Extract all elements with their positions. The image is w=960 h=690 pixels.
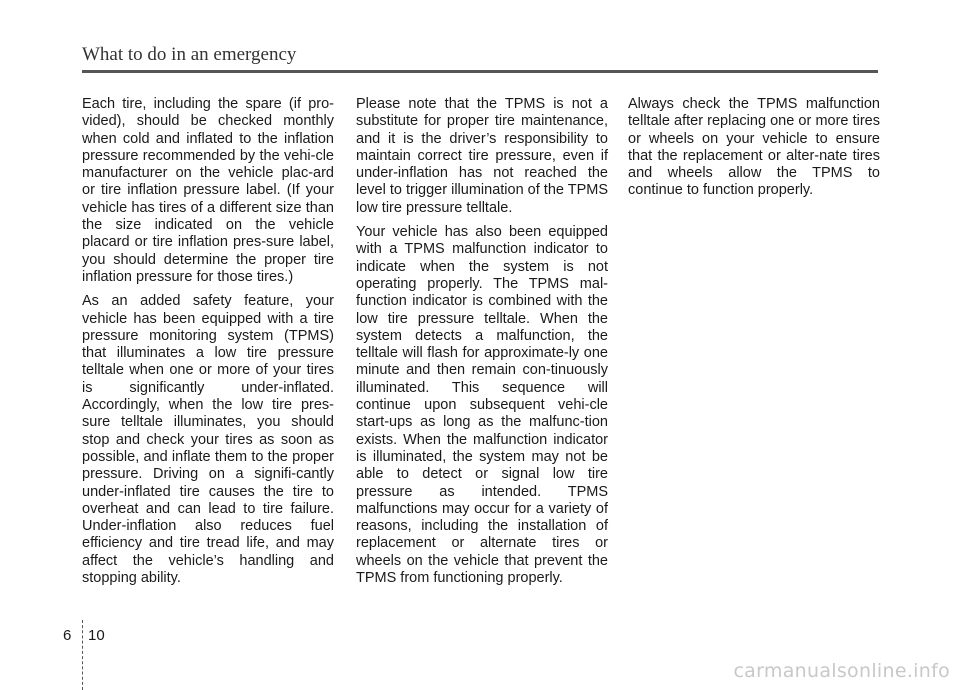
paragraph: Your vehicle has also been equipped with a TPMS malfunction indicator to indicate when the system is not operating properly. The TPMS mal-function indicator is combined with the low tire pressure telltale. When the system detects a malfunction, the telltale will flash for approximate-ly one minute and then remain con-tinuously illuminated. This sequence will continue upon subsequent vehi-cle start-ups as long as the malfunc-tion exists. When the malfunction indicator is illuminated, the system may not be able to detect or signal low tire pressure as intended. TPMS malfunctions may occur for a variety of reasons, including the installation of replacement or alternate tires or wheels on the vehicle that prevent the TPMS from functioning properly. xyxy=(356,224,608,587)
text-column-3 xyxy=(628,96,880,207)
text-column-1 xyxy=(82,96,334,594)
header-divider xyxy=(82,70,878,73)
paragraph: As an added safety feature, your vehicle has been equipped with a tire pressure monitoring system (TPMS) that illuminates a low tire pressure telltale when one or more of your tires is significantly under-inflated. Accordingly, when the low tire pres-sure telltale illuminates, you should stop and check your tires as soon as possible, and inflate them to the proper pressure. Driving on a signifi-cantly under-inflated tire causes the tire to overheat and can lead to tire failure. Under-inflation also reduces fuel efficiency and tire tread life, and may affect the vehicle’s handling and stopping ability. xyxy=(82,293,334,587)
footer-divider xyxy=(82,620,83,690)
watermark-text: carmanualsonline.info xyxy=(733,660,950,682)
paragraph: Always check the TPMS malfunction telltale after replacing one or more tires or wheels on your vehicle to ensure that the replacement or alter-nate tires and wheels allow the TPMS to continue to function properly. xyxy=(628,96,880,199)
page-number: 10 xyxy=(88,627,105,644)
chapter-number: 6 xyxy=(63,627,72,644)
paragraph: Each tire, including the spare (if pro-vided), should be checked monthly when cold and inflated to the inflation pressure recommended by the vehi-cle manufacturer on the vehicle plac-ard or tire inflation pressure label. (If your vehicle has tires of a different size than the size indicated on the vehicle placard or tire inflation pres-sure label, you should determine the proper tire inflation pressure for those tires.) xyxy=(82,96,334,285)
page-header-title: What to do in an emergency xyxy=(82,44,297,65)
text-column-2 xyxy=(356,96,608,594)
paragraph: Please note that the TPMS is not a substitute for proper tire maintenance, and it is the driver’s responsibility to maintain correct tire pressure, even if under-inflation has not reached the level to trigger illumination of the TPMS low tire pressure telltale. xyxy=(356,96,608,216)
